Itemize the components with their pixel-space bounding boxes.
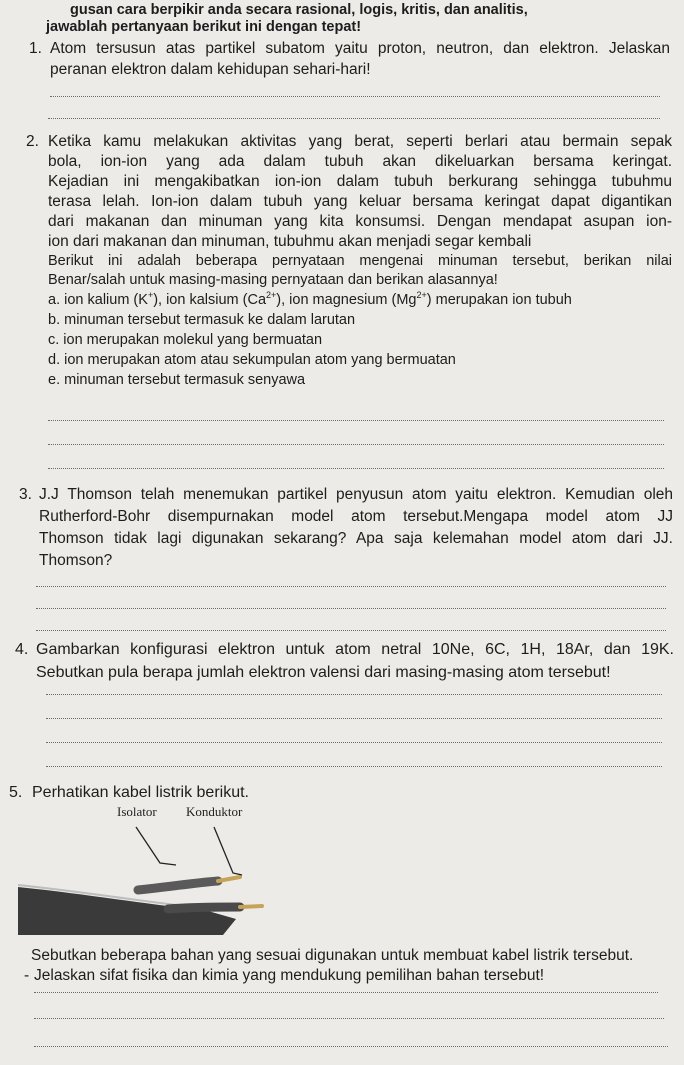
q4-line-2: Sebutkan pula berapa jumlah elektron valensi dari masing-masing atom tersebut!: [36, 664, 611, 681]
label-insulator: Isolator: [117, 804, 157, 819]
q5-answer-line-1[interactable]: [34, 992, 658, 993]
q5-title: Perhatikan kabel listrik berikut.: [32, 784, 249, 801]
q2-option-a: a. ion kalium (K+), ion kalsium $(Ca^{2+})$, ion magnesium $(Mg^{2+})$ merupakan ion tubuh: [48, 290, 572, 308]
q4-answer-line-2[interactable]: [46, 718, 662, 719]
q3-line-4: Thomson?: [39, 552, 113, 569]
electric-cable-figure: [18, 815, 318, 935]
q1-answer-line-1[interactable]: [50, 96, 660, 97]
q5-answer-line-2[interactable]: [34, 1018, 664, 1019]
q2-option-b: b. minuman tersebut termasuk ke dalam larutan: [48, 312, 356, 328]
instruction-line-2: jawablah pertanyaan berikut ini dengan tepat!: [46, 19, 362, 35]
q2-line-7: Berikut ini adalah beberapa pernyataan mengenai minuman tersebut, berikan nilai: [48, 253, 672, 269]
q2-option-c: c. ion merupakan molekul yang bermuatan: [48, 332, 323, 348]
q4-answer-line-4[interactable]: [46, 766, 662, 767]
q2-number: 2.: [26, 133, 39, 150]
q2-line-1: Ketika kamu melakukan aktivitas yang berat, seperti berlari atau bermain sepak: [48, 133, 672, 150]
label-conductor: Konduktor: [186, 804, 243, 819]
q1-answer-line-2[interactable]: [48, 118, 660, 119]
q2-option-e: e. minuman tersebut termasuk senyawa: [48, 372, 306, 388]
q5-line-2: Jelaskan sifat fisika dan kimia yang mendukung pemilihan bahan tersebut!: [34, 967, 545, 984]
q4-number: 4.: [15, 641, 29, 658]
inner-wire-lower: [168, 906, 262, 909]
q4-line-1: Gambarkan konfigurasi elektron untuk atom netral 10Ne, 6C, 1H, 18Ar, dan 19K.: [36, 641, 674, 658]
insulator-pointer: [136, 827, 176, 865]
q1-number: 1.: [29, 40, 42, 57]
q4-answer-line-1[interactable]: [46, 694, 662, 695]
q3-number: 3.: [19, 486, 32, 503]
q1-line-2: peranan elektron dalam kehidupan sehari-hari!: [50, 61, 371, 78]
q5-bullet: -: [24, 967, 30, 984]
q5-line-1: Sebutkan beberapa bahan yang sesuai digunakan untuk membuat kabel listrik tersebut.: [31, 947, 634, 964]
q2-line-4: terasa lelah. Ion-ion dalam tubuh yang keluar bersama keringat dapat digantikan: [48, 193, 672, 210]
q3-line-2: Rutherford-Bohr disempurnakan model atom tersebut.Mengapa model atom JJ: [39, 508, 673, 525]
inner-wire-upper: [138, 877, 240, 890]
q3-line-3: Thomson tidak lagi digunakan sekarang? Apa saja kelemahan model atom dari JJ.: [39, 530, 673, 547]
q2-line-6: ion dari makanan dan minuman, tubuhmu akan menjadi segar kembali: [48, 233, 532, 250]
conductor-pointer: [214, 827, 242, 875]
q2-option-d: d. ion merupakan atom atau sekumpulan atom yang bermuatan: [48, 352, 456, 368]
q4-answer-line-3[interactable]: [46, 742, 662, 743]
q3-line-1: J.J Thomson telah menemukan partikel penyusun atom yaitu elektron. Kemudian oleh: [39, 486, 673, 503]
q2-line-3: Kejadian ini mengakibatkan ion-ion dalam tubuh berkurang sehingga tubuhmu: [48, 173, 672, 190]
q3-answer-line-2[interactable]: [36, 608, 666, 609]
q5-number: 5.: [9, 784, 23, 801]
q3-answer-line-3[interactable]: [36, 630, 666, 631]
q2-answer-line-1[interactable]: [48, 420, 664, 421]
q2-line-5: dari makanan dan minuman yang kita konsumsi. Dengan mendapat asupan ion-: [48, 213, 672, 230]
instruction-line-1: gusan cara berpikir anda secara rasional, logis, kritis, dan analitis,: [70, 2, 528, 18]
q1-line-1: Atom tersusun atas partikel subatom yaitu proton, neutron, dan elektron. Jelaskan: [50, 40, 670, 57]
q2-answer-line-2[interactable]: [48, 444, 664, 445]
q2-line-8: Benar/salah untuk masing-masing pernyataan dan berikan alasannya!: [48, 272, 498, 288]
q3-answer-line-1[interactable]: [36, 586, 666, 587]
q5-answer-line-3[interactable]: [34, 1046, 668, 1047]
q2-answer-line-3[interactable]: [48, 468, 664, 469]
q2-line-2: bola, ion-ion yang ada dalam tubuh akan dikeluarkan bersama keringat.: [48, 153, 672, 170]
